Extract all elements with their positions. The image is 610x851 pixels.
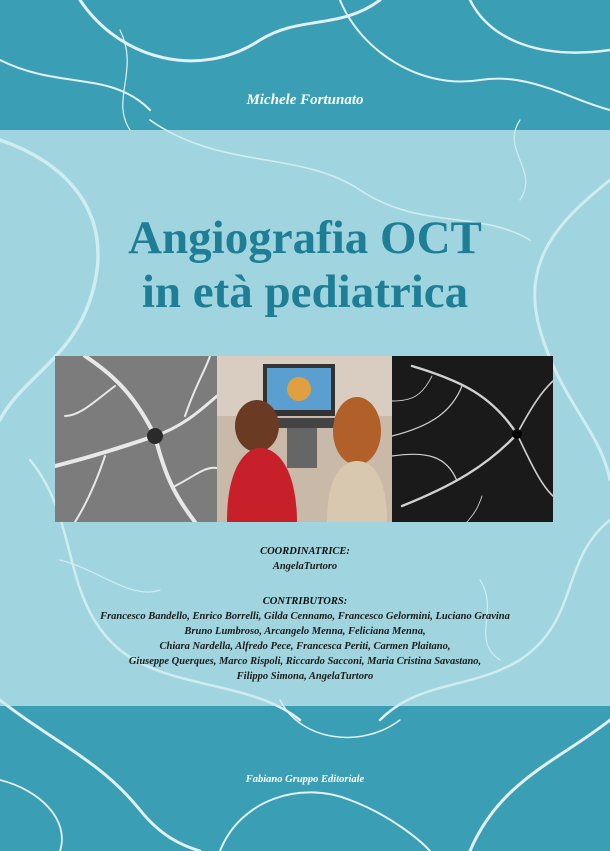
author-name: Michele Fortunato xyxy=(246,92,364,108)
oct-grayscale-image xyxy=(55,356,217,522)
publisher-name: Fabiano Gruppo Editoriale xyxy=(245,774,365,785)
title-line-1: Angiografia OCT xyxy=(128,212,482,264)
coordinator-name: AngelaTurtoro xyxy=(272,561,338,572)
contributors-line: Filippo Simona, AngelaTurtoro xyxy=(236,671,374,682)
photo-strip xyxy=(55,356,553,522)
contributors-line: Francesco Bandello, Enrico Borrelli, Gilda Cennamo, Francesco Gelormini, Luciano Gravina xyxy=(100,611,510,622)
coordinator-label: COORDINATRICE: xyxy=(260,546,350,557)
wide-field-angiography-image xyxy=(392,356,553,522)
contributors-line: Bruno Lumbroso, Arcangelo Menna, Feliciana Menna, xyxy=(184,626,426,637)
title-line-2: in età pediatrica xyxy=(141,266,469,318)
contributors-line: Giuseppe Querques, Marco Rispoli, Riccardo Sacconi, Maria Cristina Savastano, xyxy=(128,656,482,667)
contributors-block xyxy=(0,594,610,684)
children-at-device-photo xyxy=(217,356,392,522)
contributors-label: CONTRIBUTORS: xyxy=(262,596,348,607)
coordinator-block xyxy=(0,544,610,574)
contributors-line: Chiara Nardella, Alfredo Pece, Francesca Periti, Carmen Plaitano, xyxy=(159,641,451,652)
